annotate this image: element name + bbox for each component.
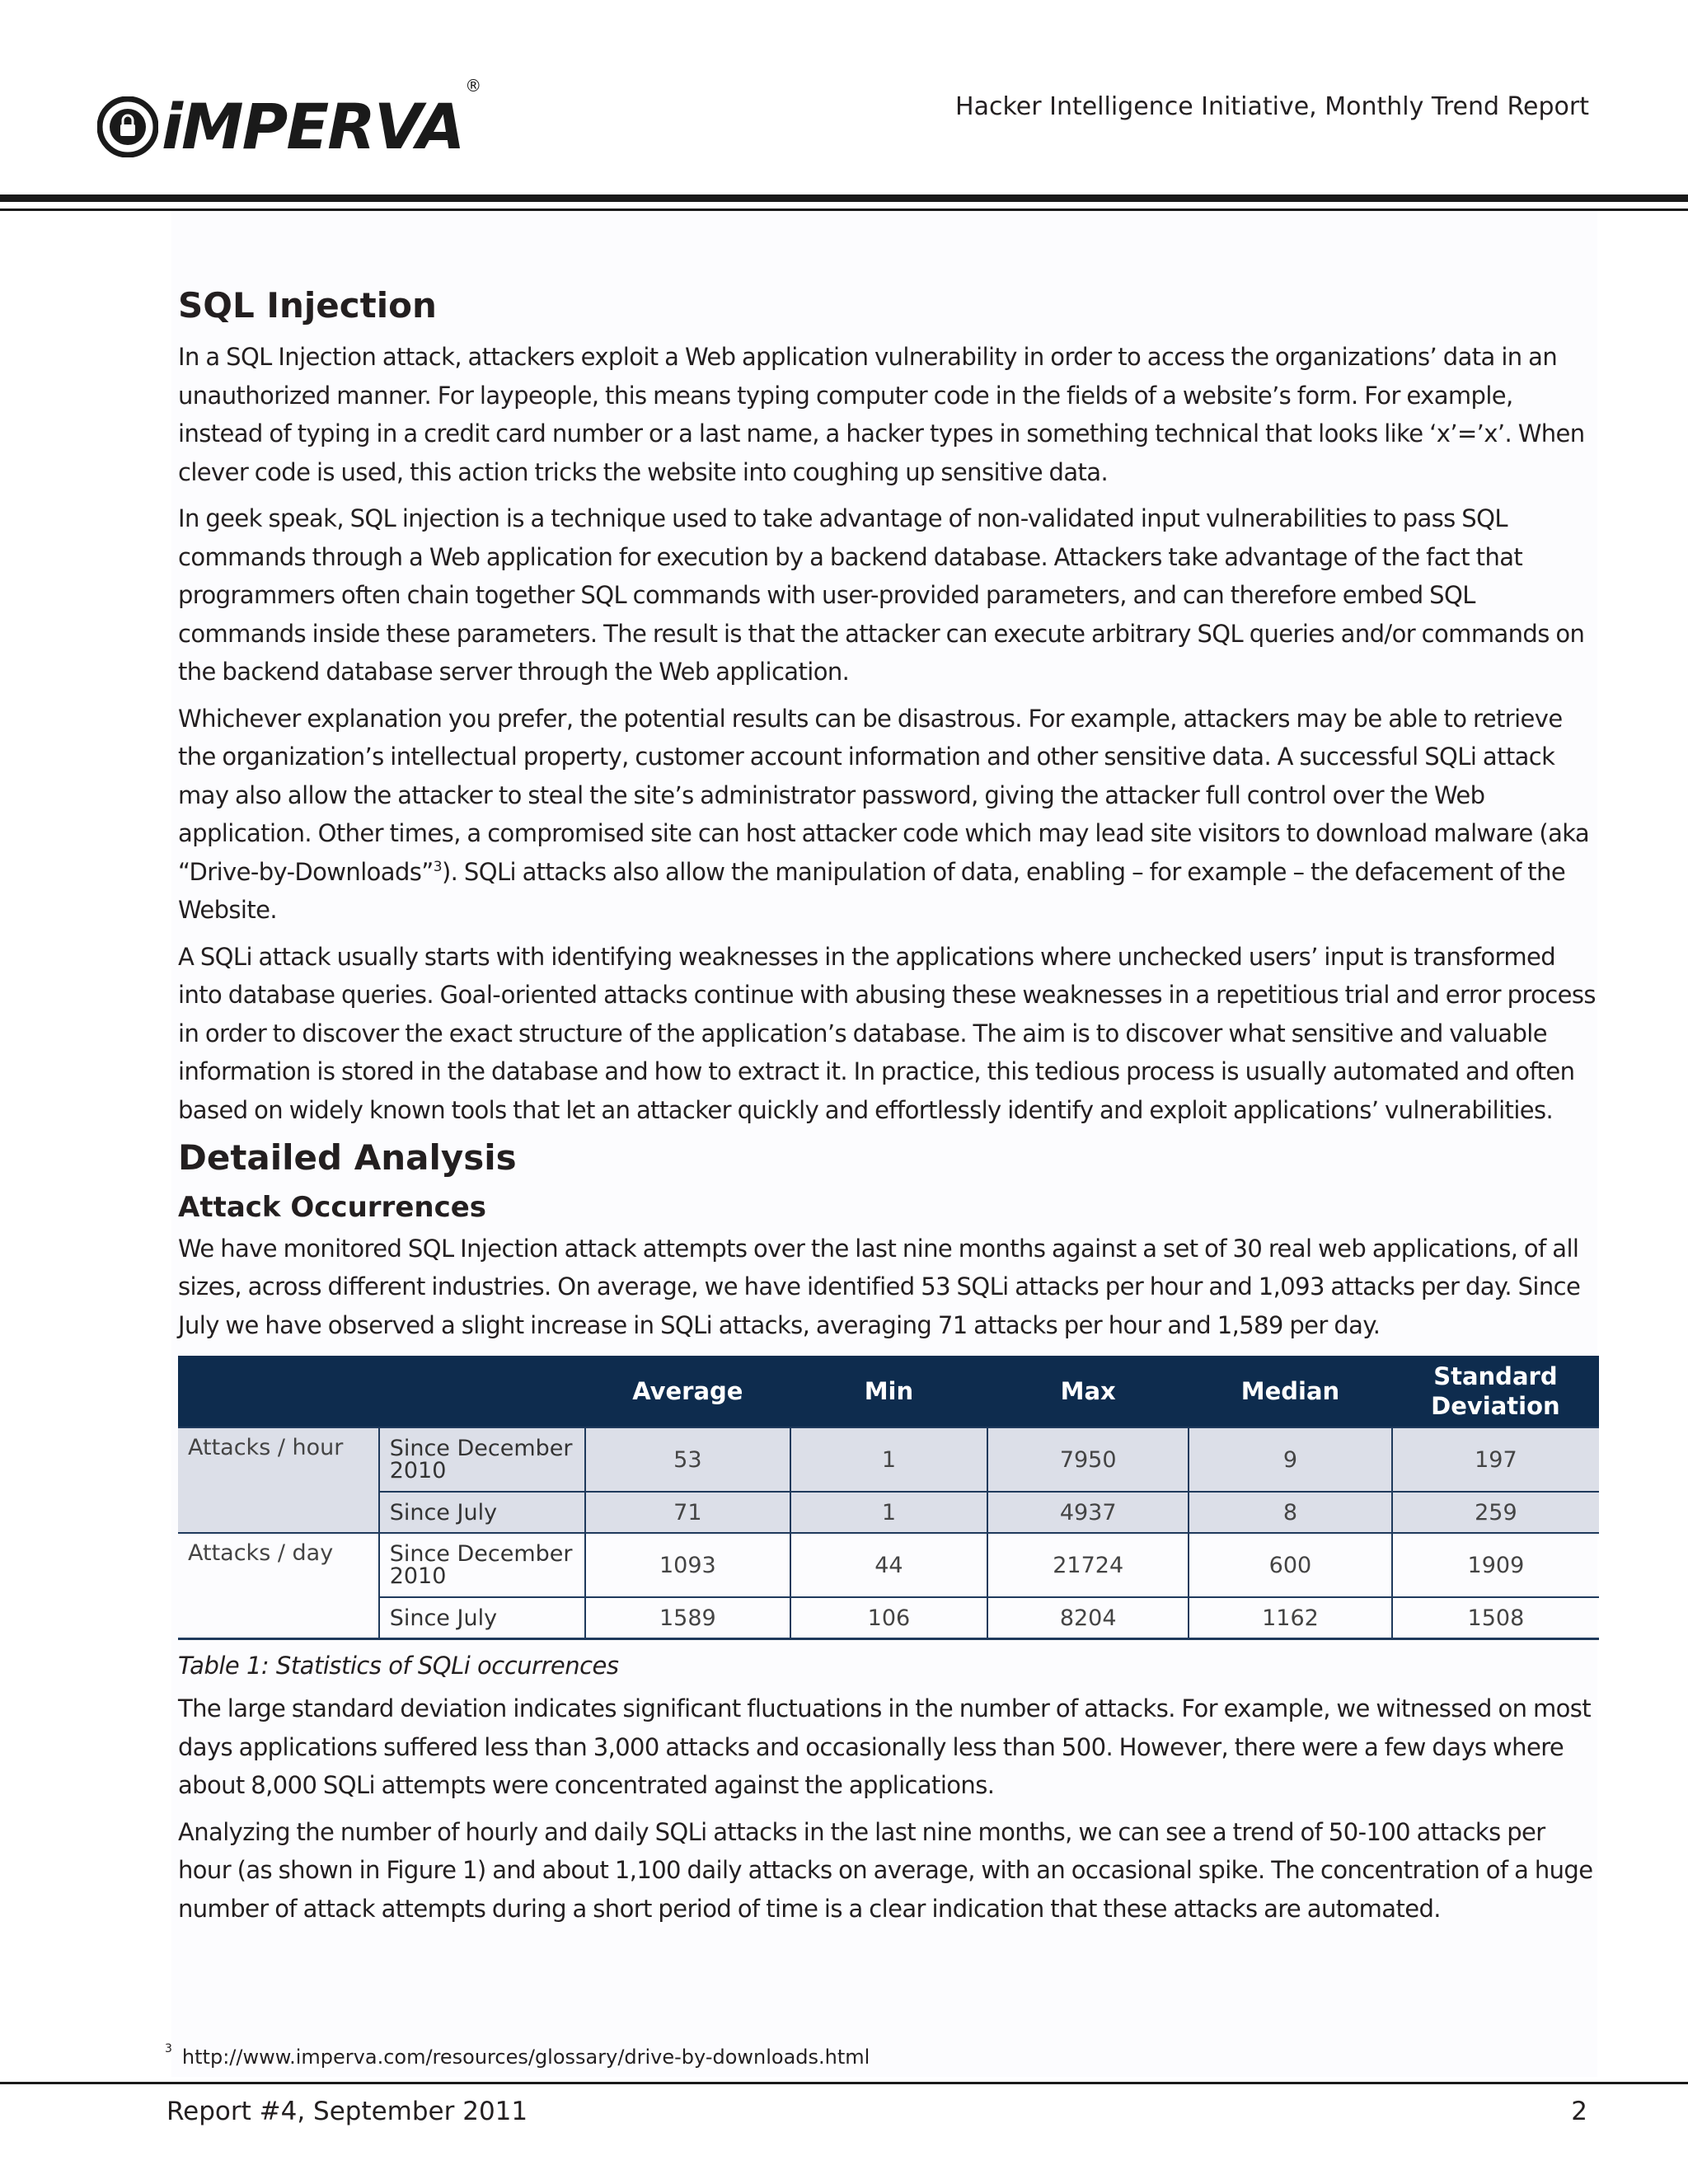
sqli-statistics-table — [178, 1356, 1599, 1640]
value-cell: 21724 — [987, 1533, 1189, 1597]
main-content — [178, 285, 1601, 1936]
page-header — [0, 0, 1688, 214]
paragraph: Analyzing the number of hourly and daily SQLi attacks in the last nine months, we can see a trend of 50-100 attacks per hour (as shown in Figure 1) and about 1,100 daily attacks on average, with an occasional spike. The concentration of a huge number of attack attempts during a short period of time is a clear indication that these attacks are automated. — [178, 1817, 1593, 1923]
report-series-title: Hacker Intelligence Initiative, Monthly Trend Report — [955, 92, 1589, 121]
table-row — [178, 1427, 1599, 1492]
period-cell: Since December 2010 — [379, 1533, 585, 1597]
paragraph: In geek speak, SQL injection is a technique used to take advantage of non-validated input vulnerabilities to pass SQL commands through a Web application for execution by a backend database. Attackers take advantage of the fact that programmers often chain together SQL commands with user-provided parameters, and can therefore embed SQL commands inside these parameters. The result is that the attacker can execute arbitrary SQL queries and/or commands on the backend database server through the Web application. — [178, 504, 1585, 687]
footnote — [165, 2042, 870, 2069]
table-caption: Table 1: Statistics of SQLi occurrences — [178, 1652, 619, 1680]
table-header-row — [178, 1356, 1599, 1427]
value-cell: 197 — [1392, 1427, 1599, 1492]
value-cell: 259 — [1392, 1492, 1599, 1533]
paragraph: We have monitored SQL Injection attack attempts over the last nine months against a set of 30 real web applications, of all sizes, across different industries. On average, we have identified 53 SQLi attacks per hour and 1,093 attacks per day. Since July we have observed a slight increase in SQLi attacks, averaging 71 attacks per hour and 1,589 per day. — [178, 1234, 1581, 1339]
value-cell: 1162 — [1189, 1597, 1392, 1639]
footer-report-label: Report #4, September 2011 — [166, 2097, 528, 2126]
paragraph: In a SQL Injection attack, attackers exploit a Web application vulnerability in order to access the organizations’ data in an unauthorized manner. For laypeople, this means typing computer code in the fields of a website’s form. For example, instead of typing in a credit card number or a last name, a hacker types in something technical that looks like ‘x’=’x’. When clever code is used, this action tricks the website into coughing up sensitive data. — [178, 343, 1585, 486]
footnote-ref: 3 — [433, 858, 442, 875]
table-row — [178, 1533, 1599, 1597]
table-row — [178, 1492, 1599, 1533]
period-cell: Since July — [379, 1492, 585, 1533]
footnote-number: 3 — [165, 2042, 172, 2055]
value-cell: 4937 — [987, 1492, 1189, 1533]
value-cell: 1589 — [585, 1597, 790, 1639]
table-row — [178, 1597, 1599, 1639]
header-rule-thick — [0, 194, 1688, 202]
header-cell-standard-deviation: Standard Deviation — [1392, 1356, 1599, 1427]
header-cell-empty — [178, 1356, 379, 1427]
value-cell: 1 — [790, 1427, 988, 1492]
value-cell: 71 — [585, 1492, 790, 1533]
value-cell: 106 — [790, 1597, 988, 1639]
value-cell: 9 — [1189, 1427, 1392, 1492]
value-cell: 1 — [790, 1492, 988, 1533]
value-cell: 1909 — [1392, 1533, 1599, 1597]
footer-rule — [0, 2082, 1688, 2084]
value-cell: 1093 — [585, 1533, 790, 1597]
header-cell-max: Max — [987, 1356, 1189, 1427]
header-cell-min: Min — [790, 1356, 988, 1427]
value-cell: 8204 — [987, 1597, 1189, 1639]
paragraph: Whichever explanation you prefer, the potential results can be disastrous. For example, attackers may be able to retrieve the organization’s intellectual property, customer account information and other sensitive data. A successful SQLi attack may also allow the attacker to steal the site’s administrator password, giving the attacker full control over the Web application. Other times, a compromised site can host attacker code which may lead site visitors to download malware (aka “Drive-by-Downloads”$^3$). SQLi attacks also allow the manipulation of data, enabling – for example – the defacement of the Website. — [178, 704, 1590, 925]
imperva-logo — [97, 76, 481, 163]
header-rule-thin — [0, 209, 1688, 211]
value-cell: 600 — [1189, 1533, 1392, 1597]
section-title-detailed-analysis: Detailed Analysis — [178, 1137, 517, 1179]
row-group-label: Attacks / hour — [178, 1427, 379, 1533]
header-cell-average: Average — [585, 1356, 790, 1427]
period-cell: Since December 2010 — [379, 1427, 585, 1492]
period-cell: Since July — [379, 1597, 585, 1639]
value-cell: 44 — [790, 1533, 988, 1597]
header-cell-median: Median — [1189, 1356, 1392, 1427]
paragraph: A SQLi attack usually starts with identifying weaknesses in the applications where unchecked users’ input is transformed into database queries. Goal-oriented attacks continue with abusing these weaknesses in a repetitious trial and error process in order to discover the exact structure of the application’s database. The aim is to discover what sensitive and valuable information is stored in the database and how to extract it. In practice, this tedious process is usually automated and often based on widely known tools that let an attacker quickly and effortlessly identify and exploit applications’ vulnerabilities. — [178, 942, 1596, 1124]
value-cell: 53 — [585, 1427, 790, 1492]
value-cell: 1508 — [1392, 1597, 1599, 1639]
subsection-title-attack-occurrences: Attack Occurrences — [178, 1190, 487, 1224]
header-cell-empty — [379, 1356, 585, 1427]
value-cell: 8 — [1189, 1492, 1392, 1533]
paragraph: The large standard deviation indicates significant fluctuations in the number of attacks. For example, we witnessed on most days applications suffered less than 3,000 attacks and occasionally less than 500. However, there were a few days where about 8,000 SQLi attempts were concentrated against the applications. — [178, 1694, 1592, 1800]
row-group-label: Attacks / day — [178, 1533, 379, 1639]
value-cell: 7950 — [987, 1427, 1189, 1492]
section-title-sql-injection: SQL Injection — [178, 285, 437, 326]
footnote-link[interactable]: http://www.imperva.com/resources/glossary/drive-by-downloads.html — [181, 2046, 870, 2069]
page-number: 2 — [1571, 2097, 1587, 2126]
imperva-lock-icon — [97, 96, 158, 157]
logo-wordmark: iMPERVA® — [162, 76, 481, 163]
